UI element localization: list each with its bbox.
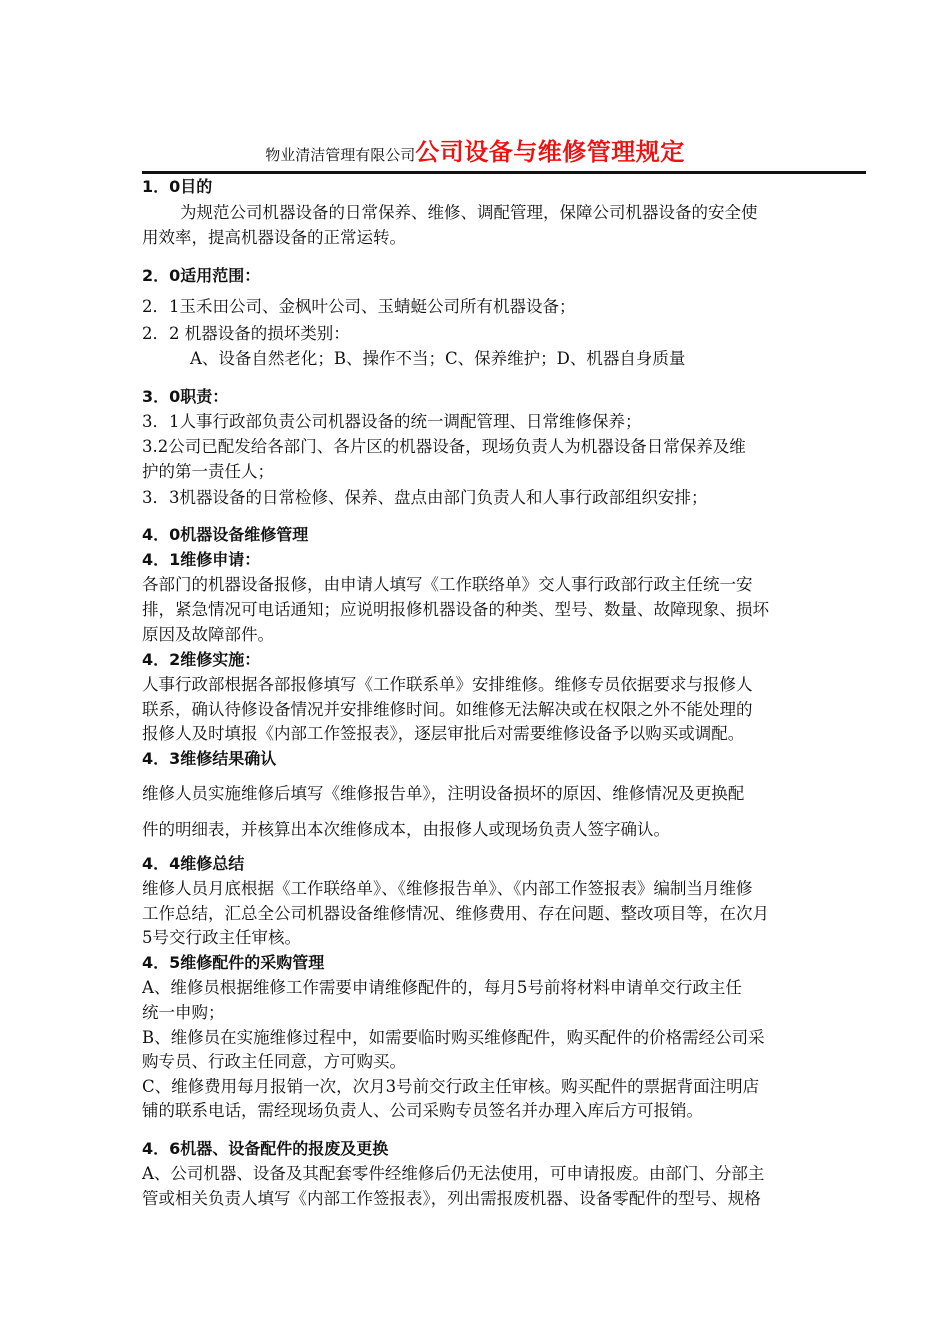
title-heading: 公司设备与维修管理规定 [415, 138, 685, 166]
subsection-heading: 4．3维修结果确认 [142, 749, 277, 768]
title-rule [142, 171, 866, 174]
paragraph-line: 为规范公司机器设备的日常保养、维修、调配管理，保障公司机器设备的安全使 [180, 203, 758, 222]
paragraph-line: A、维修员根据维修工作需要申请维修配件的，每月5号前将材料申请单交行政主任 [142, 978, 742, 997]
paragraph-line: C、维修费用每月报销一次，次月3号前交行政主任审核。购买配件的票据背面注明店 [142, 1077, 760, 1096]
subsection-heading: 4．1维修申请： [142, 550, 261, 569]
paragraph-line: 工作总结，汇总全公司机器设备维修情况、维修费用、存在问题、整改项目等，在次月 [142, 904, 769, 923]
paragraph-line: 原因及故障部件。 [142, 625, 274, 644]
paragraph-line: 5号交行政主任审核。 [142, 928, 301, 947]
document-title [0, 132, 950, 167]
paragraph-line: 统一申购； [142, 1003, 225, 1022]
paragraph-line: 人事行政部根据各部报修填写《工作联系单》安排维修。维修专员依据要求与报修人 [142, 675, 753, 694]
paragraph-line: 排，紧急情况可电话通知；应说明报修机器设备的种类、型号、数量、故障现象、损坏 [142, 600, 769, 619]
paragraph-line: 各部门的机器设备报修，由申请人填写《工作联络单》交人事行政部行政主任统一安 [142, 575, 753, 594]
section-heading: 3．0职责： [142, 387, 229, 406]
paragraph-line: 3．1人事行政部负责公司机器设备的统一调配管理、日常维修保养； [142, 412, 642, 431]
paragraph-line: 维修人员实施维修后填写《维修报告单》，注明设备损坏的原因、维修情况及更换配 [142, 784, 745, 803]
paragraph-line: 铺的联系电话，需经现场负责人、公司采购专员签名并办理入库后方可报销。 [142, 1101, 703, 1120]
paragraph-line: 2．2 机器设备的损坏类别： [142, 324, 350, 343]
section-heading: 1．0目的 [142, 177, 213, 196]
paragraph-line: 管或相关负责人填写《内部工作签报表》，列出需报废机器、设备零配件的型号、规格 [142, 1189, 761, 1208]
section-heading: 2．0适用范围： [142, 266, 261, 285]
subsection-heading: 4．4维修总结 [142, 854, 245, 873]
paragraph-line: 维修人员月底根据《工作联络单》、《维修报告单》、《内部工作签报表》编制当月维修 [142, 879, 753, 898]
paragraph-line: 购专员、行政主任同意，方可购买。 [142, 1052, 406, 1071]
paragraph-line: 报修人及时填报《内部工作签报表》，逐层审批后对需要维修设备予以购买或调配。 [142, 724, 745, 743]
subsection-heading: 4．6机器、设备配件的报废及更换 [142, 1139, 389, 1158]
paragraph-line: A、设备自然老化；B、操作不当；C、保养维护；D、机器自身质量 [190, 349, 686, 368]
subsection-heading: 4．5维修配件的采购管理 [142, 953, 325, 972]
paragraph-line: A、公司机器、设备及其配套零件经维修后仍无法使用，可申请报废。由部门、分部主 [142, 1164, 765, 1183]
subsection-heading: 4．2维修实施： [142, 650, 261, 669]
section-heading: 4．0机器设备维修管理 [142, 525, 309, 544]
paragraph-line: 3．3机器设备的日常检修、保养、盘点由部门负责人和人事行政部组织安排； [142, 488, 708, 507]
paragraph-line: 用效率，提高机器设备的正常运转。 [142, 228, 406, 247]
paragraph-line: 护的第一责任人； [142, 462, 274, 481]
paragraph-line: 件的明细表，并核算出本次维修成本，由报修人或现场负责人签字确认。 [142, 820, 670, 839]
paragraph-line: B、维修员在实施维修过程中，如需要临时购买维修配件，购买配件的价格需经公司采 [142, 1028, 765, 1047]
title-company: 物业清洁管理有限公司 [265, 146, 416, 164]
paragraph-line: 2．1玉禾田公司、金枫叶公司、玉蜻蜓公司所有机器设备； [142, 297, 576, 316]
paragraph-line: 联系，确认待修设备情况并安排维修时间。如维修无法解决或在权限之外不能处理的 [142, 700, 753, 719]
paragraph-line: 3.2公司已配发给各部门、各片区的机器设备，现场负责人为机器设备日常保养及维 [142, 437, 746, 456]
